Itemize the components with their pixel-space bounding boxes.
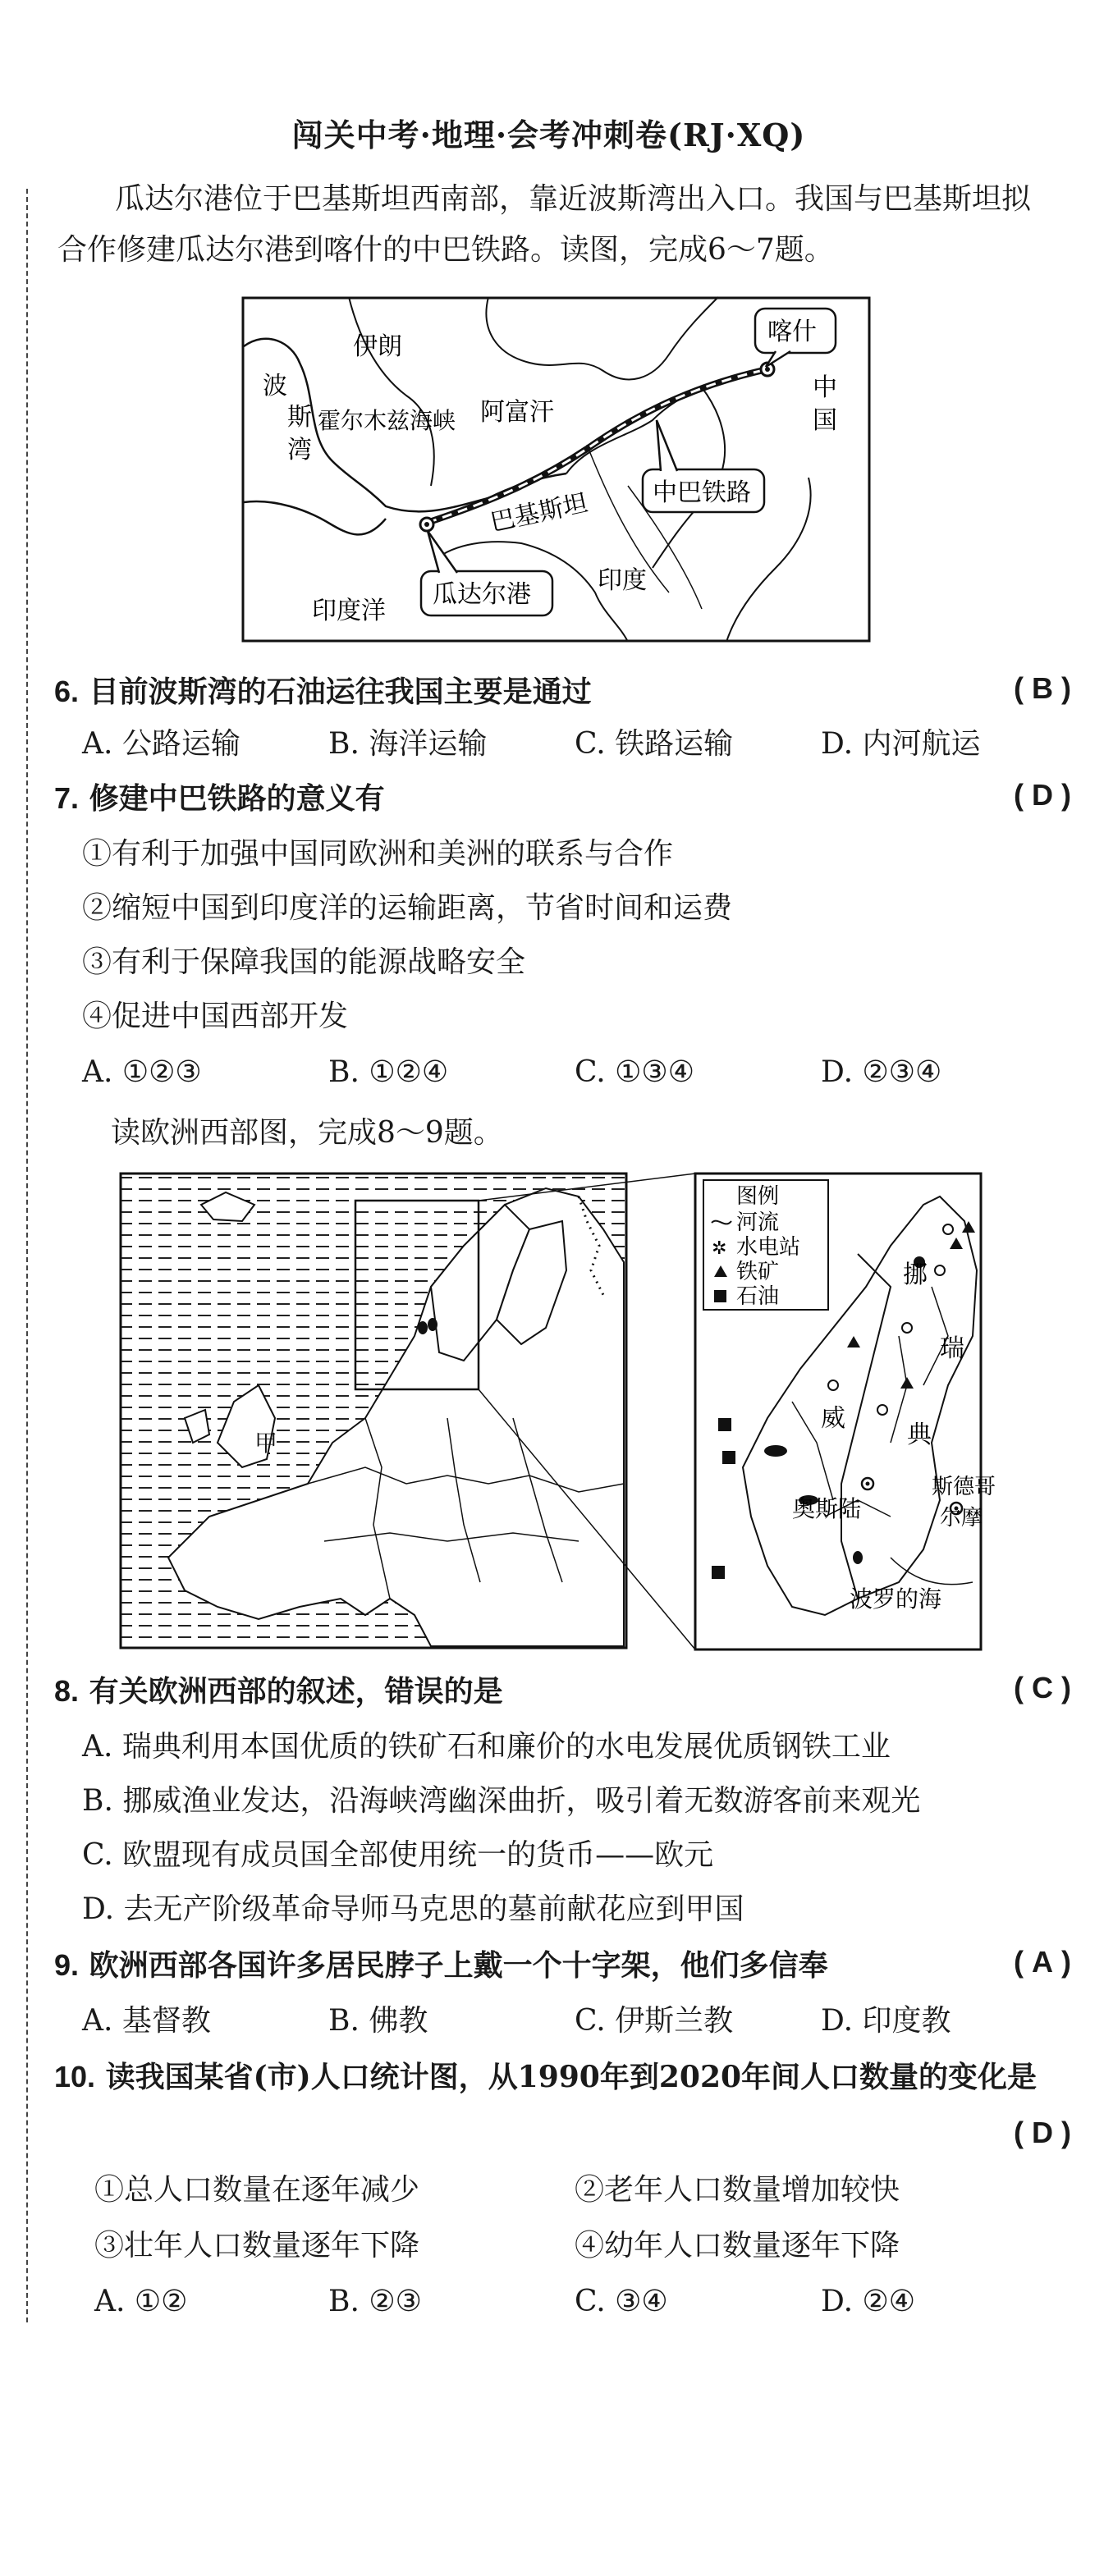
- question-number: 10.: [54, 2060, 96, 2093]
- option-b: B. 佛教: [328, 2004, 428, 2038]
- option-b: B. 挪威渔业发达，沿海峡湾幽深曲折，吸引着无数游客前来观光: [82, 1784, 921, 1818]
- label-stockholm-1: 斯德哥: [932, 1475, 996, 1499]
- label-china-2: 国: [813, 406, 837, 435]
- option-d: D. 去无产阶级革命导师马克思的墓前献花应到甲国: [82, 1892, 744, 1926]
- statement-1: ①总人口数量在逐年减少: [94, 2173, 420, 2207]
- statement-2: ②缩短中国到印度洋的运输距离，节省时间和运费: [82, 891, 733, 925]
- option-a: A. 公路运输: [82, 727, 240, 761]
- option-d: D. ②③④: [821, 1055, 942, 1089]
- label-indian-ocean: 印度洋: [312, 597, 386, 625]
- map-pakistan-railway: [242, 297, 870, 642]
- question-number: 7.: [54, 781, 80, 815]
- binding-margin-line: [26, 189, 28, 2322]
- label-norway-1: 挪: [903, 1261, 928, 1289]
- option-d: D. 印度教: [821, 2004, 951, 2038]
- page-title: 闯关中考·地理·会考冲刺卷(RJ·XQ): [291, 117, 806, 153]
- legend-item-river: 河流: [736, 1210, 780, 1235]
- label-norway-2: 威: [821, 1404, 845, 1433]
- question-number: 6.: [54, 675, 80, 708]
- option-b: B. ②③: [328, 2285, 422, 2318]
- label-persian-gulf-3: 湾: [287, 436, 312, 464]
- question-number: 9.: [54, 1948, 80, 1982]
- statement-3: ③有利于保障我国的能源战略安全: [82, 945, 526, 979]
- label-iran: 伊朗: [353, 332, 402, 361]
- option-a: A. 瑞典利用本国优质的铁矿石和廉价的水电发展优质钢铁工业: [82, 1730, 891, 1764]
- label-persian-gulf-1: 波: [263, 372, 287, 400]
- oil-icon: [714, 1290, 726, 1302]
- label-china-pakistan-railway: 中巴铁路: [653, 478, 751, 507]
- label-kashgar: 喀什: [767, 318, 817, 346]
- statement-3: ③壮年人口数量逐年下降: [94, 2229, 420, 2263]
- intro-paragraph-2: 读欧洲西部图，完成8～9题。: [111, 1116, 503, 1150]
- question-6: [54, 671, 1051, 712]
- statement-4: ④幼年人口数量逐年下降: [575, 2229, 900, 2263]
- label-sweden-1: 瑞: [940, 1334, 964, 1363]
- statement-4: ④促进中国西部开发: [82, 1000, 349, 1033]
- label-afghanistan: 阿富汗: [480, 398, 554, 427]
- question-number: 8.: [54, 1674, 80, 1708]
- answer-q9: (A): [1014, 1945, 1079, 1979]
- question-7: [54, 778, 1051, 819]
- question-text: 修建中巴铁路的意义有: [89, 781, 385, 816]
- label-sweden-2: 典: [907, 1421, 932, 1449]
- option-d: D. ②④: [821, 2285, 916, 2318]
- option-d: D. 内河航运: [821, 727, 981, 761]
- label-persian-gulf-2: 斯: [287, 403, 312, 432]
- label-china-1: 中: [813, 373, 837, 402]
- intro-paragraph-1: 瓜达尔港位于巴基斯坦西南部，靠近波斯湾出入口。我国与巴基斯坦拟合作修建瓜达尔港到喀什的中巴铁路。读图，完成6～7题。: [57, 182, 1032, 267]
- legend-item-hydropower: 水电站: [736, 1235, 801, 1260]
- map-western-europe: [119, 1172, 996, 1651]
- option-c: C. 铁路运输: [575, 727, 734, 761]
- label-gwadar-port: 瓜达尔港: [433, 580, 531, 609]
- question-8: [54, 1671, 1051, 1712]
- option-a: A. 基督教: [82, 2004, 211, 2038]
- legend-item-oil: 石油: [736, 1284, 780, 1309]
- answer-q10: (D): [1014, 2116, 1079, 2149]
- legend-item-iron-ore: 铁矿: [736, 1260, 780, 1284]
- question-10: [54, 2057, 1051, 2098]
- question-text: 有关欧洲西部的叙述，错误的是: [89, 1674, 503, 1709]
- answer-q8: (C): [1014, 1671, 1079, 1704]
- answer-q6: (B): [1014, 671, 1079, 705]
- statement-2: ②老年人口数量增加较快: [575, 2173, 900, 2207]
- option-a: A. ①②: [94, 2285, 188, 2318]
- option-b: B. 海洋运输: [328, 727, 488, 761]
- option-c: C. 欧盟现有成员国全部使用统一的货币——欧元: [82, 1838, 714, 1872]
- question-text: 目前波斯湾的石油运往我国主要是通过: [89, 675, 592, 709]
- label-hormuz-strait: 霍尔木兹海峡: [318, 407, 456, 434]
- option-c: C. ③④: [575, 2285, 668, 2318]
- question-text: 读我国某省(市)人口统计图，从1990年到2020年间人口数量的变化是: [105, 2060, 1038, 2094]
- question-9: [54, 1945, 1051, 1986]
- label-oslo: 奥斯陆: [792, 1495, 862, 1522]
- answer-q7: (D): [1014, 778, 1079, 812]
- question-text: 欧洲西部各国许多居民脖子上戴一个十字架，他们多信奉: [89, 1948, 828, 1983]
- option-a: A. ①②③: [82, 1055, 202, 1089]
- hydropower-icon: ✲: [712, 1238, 727, 1259]
- label-india: 印度: [598, 566, 647, 595]
- option-c: C. ①③④: [575, 1055, 694, 1089]
- option-b: B. ①②④: [328, 1055, 449, 1089]
- option-c: C. 伊斯兰教: [575, 2004, 734, 2038]
- label-stockholm-2: 尔摩: [940, 1506, 983, 1531]
- label-baltic-sea: 波罗的海: [850, 1585, 942, 1613]
- label-jia: 甲: [254, 1430, 278, 1457]
- legend-title: 图例: [736, 1184, 780, 1209]
- label-pakistan: 巴基斯坦: [488, 488, 591, 538]
- statement-1: ①有利于加强中国同欧洲和美洲的联系与合作: [82, 837, 674, 871]
